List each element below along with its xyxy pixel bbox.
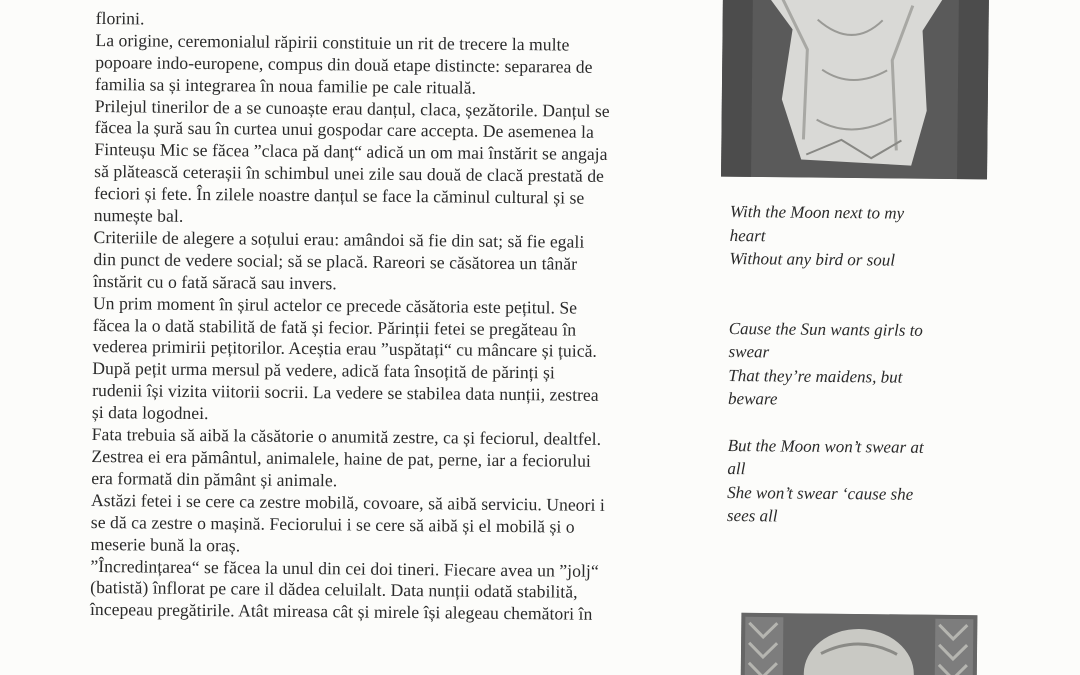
body-line: numește bal. xyxy=(93,205,184,226)
poem-verse: But the Moon won’t swear at xyxy=(727,435,924,457)
poem-verse: Cause the Sun wants girls to xyxy=(728,318,923,340)
photo-embroidered-textile xyxy=(741,613,978,675)
poem-verse: beware xyxy=(728,388,778,409)
body-line: și data logodnei. xyxy=(91,402,209,424)
poem-verse: swear xyxy=(728,341,770,362)
body-line: să plătească ceterașii în schimbul unei zile sau două de clacă prestată de xyxy=(94,161,605,187)
poem-stanza-2 xyxy=(728,316,989,412)
poem-stanza-1 xyxy=(729,200,990,273)
body-line: înstărit cu o fată săracă sau invers. xyxy=(93,270,337,294)
body-line: Prilejul tinerilor de a se cunoaște erau danțul, claca, șezătorile. Danțul se xyxy=(94,95,610,121)
body-line: începeau pregătirile. Atât mireasa cât și mirele își alegeau chemători în xyxy=(89,599,593,625)
poem-verse: That they’re maidens, but xyxy=(728,365,903,387)
body-line: La origine, ceremonialul răpirii constituie un rit de trecere la multe xyxy=(95,29,570,55)
body-line: Criteriile de alegere a soțului erau: amândoi să fie din sat; să fie egali xyxy=(93,226,585,252)
article-text xyxy=(90,0,716,627)
body-line: Finteușu Mic se făcea ”claca pă danț“ adică un om mai înstărit se angaja xyxy=(94,139,608,165)
body-line: meserie bună la oraș. xyxy=(90,533,241,556)
body-line: Un prim moment în șirul actelor ce precede căsătoria este pețitul. Se xyxy=(92,292,578,318)
body-line: se dă ca zestre o mașină. Feciorului i se cere să aibă și el mobilă și o xyxy=(90,511,575,537)
poem-verse: With the Moon next to my xyxy=(729,201,905,223)
body-line: popoare indo-europene, compus din două etape distincte: separarea de xyxy=(95,51,593,77)
body-line: Astăzi fetei i se cere ca zestre mobilă, covoare, să aibă serviciu. Uneori i xyxy=(90,489,605,515)
photo-folk-garment-image xyxy=(721,0,989,179)
poem-verse: Without any bird or soul xyxy=(729,248,896,270)
photo-embroidered-textile-image xyxy=(741,613,978,675)
body-line: făcea la o dată stabilită de fată și fecior. Părinții fetei se pregăteau în xyxy=(92,314,577,340)
body-line: făcea la șură sau în curtea unui gospodar care accepta. De asemenea la xyxy=(94,117,594,143)
body-line: rudenii își vizita viitorii socrii. La vedere se stabilea data nunții, zestrea xyxy=(92,380,599,406)
body-line: din punct de vedere social; să se placă. Rareori se căsătorea un tânăr xyxy=(93,248,578,274)
body-line: Fata trebuia să aibă la căsătorie o anumită zestre, ca și feciorul, dealtfel. xyxy=(91,424,602,449)
body-line: florini. xyxy=(95,7,145,29)
body-line: ”Încredințarea“ se făcea la unul din cei doi tineri. Fiecare avea un ”jolj“ xyxy=(90,555,599,581)
poem-stanza-3 xyxy=(727,433,988,529)
poem-verse: She won’t swear ‘cause she xyxy=(727,482,914,504)
body-line: (batistă) înflorat pe care il dădea celuilalt. Data nunții odată stabilită, xyxy=(90,577,578,603)
poem-translation xyxy=(727,200,990,530)
body-line: era formată din pământ și animale. xyxy=(91,467,338,491)
photo-folk-garment xyxy=(721,0,989,179)
poem-verse: heart xyxy=(729,225,766,245)
poem-verse: all xyxy=(727,458,746,479)
body-line: feciori și fete. În zilele noastre danțul se face la căminul cultural și se xyxy=(93,183,585,208)
body-line: familia sa și integrarea în noua familie pe cale rituală. xyxy=(94,73,477,98)
poem-verse: sees all xyxy=(726,505,778,526)
body-line: După pețit urma mersul pă vedere, adică fata însoțită de părinți și xyxy=(92,358,555,383)
body-line: Zestrea ei era pământul, animalele, haine de pat, perne, iar a feciorului xyxy=(91,445,592,471)
body-line: vederea primirii pețitorilor. Aceștia erau ”uspătați“ cu mâncare și țuică. xyxy=(92,336,598,362)
